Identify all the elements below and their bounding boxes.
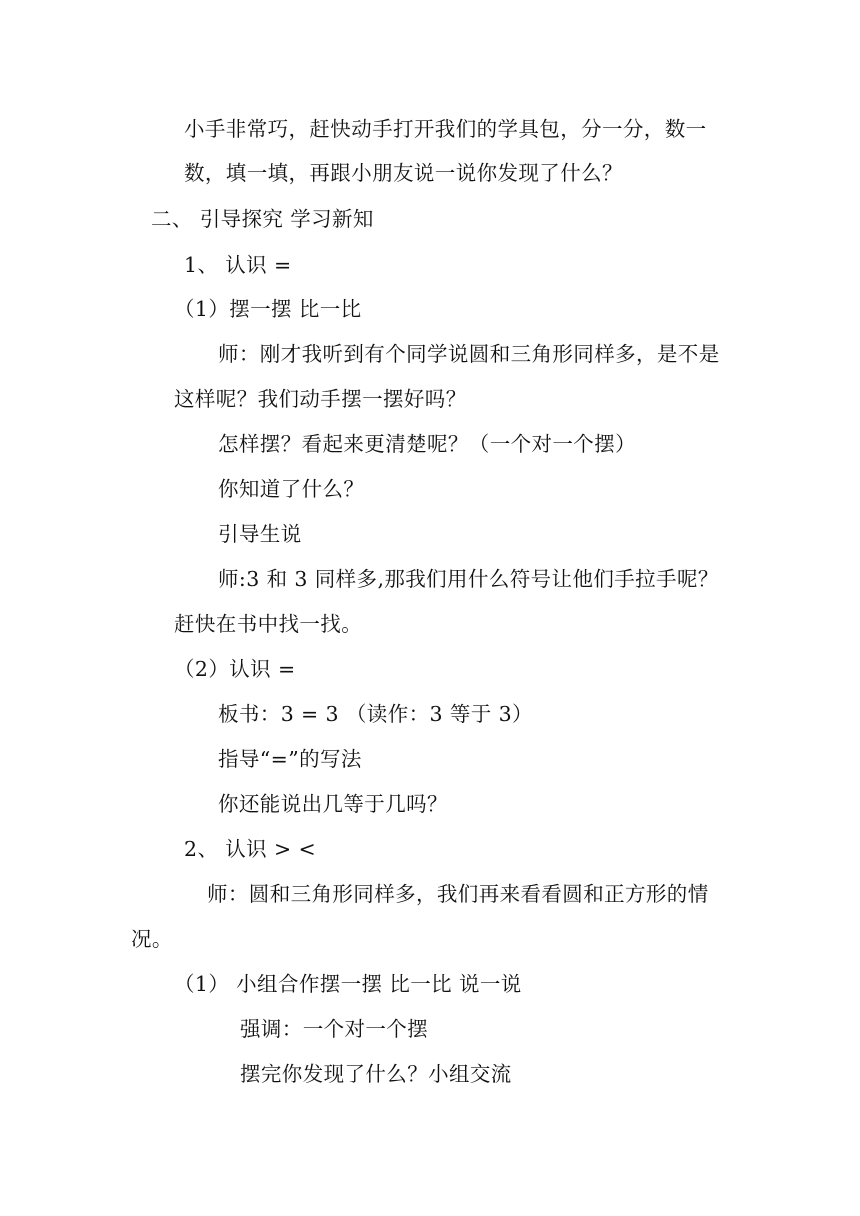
text-line-21: 强调：一个对一个摆 xyxy=(240,1017,429,1041)
text-line-8: 怎样摆？看起来更清楚呢？（一个对一个摆） xyxy=(218,432,636,456)
text-line-11: 师:3 和 3 同样多,那我们用什么符号让他们手拉手呢？ xyxy=(218,567,719,591)
item-heading-2-1: （1） 小组合作摆一摆 比一比 说一说 xyxy=(174,972,522,996)
subsection-heading-1: 1、 认识 = xyxy=(184,253,292,277)
section-heading-2: 二、 引导探究 学习新知 xyxy=(151,207,374,231)
item-heading-1-2: （2）认识 = xyxy=(174,657,296,681)
text-line-10: 引导生说 xyxy=(218,522,302,546)
text-line-6: 师：刚才我听到有个同学说圆和三角形同样多，是不是 xyxy=(218,342,720,366)
item-heading-1-1: （1）摆一摆 比一比 xyxy=(174,297,362,321)
text-line-18: 师：圆和三角形同样多，我们再来看看圆和正方形的情 xyxy=(207,882,709,906)
text-line-19: 况。 xyxy=(131,927,173,951)
text-line-15: 指导“=”的写法 xyxy=(218,747,362,771)
text-line-12: 赶快在书中找一找。 xyxy=(174,612,363,636)
text-line-1: 小手非常巧，赶快动手打开我们的学具包，分一分，数一 xyxy=(184,117,707,141)
text-line-9: 你知道了什么？ xyxy=(218,477,365,501)
text-line-14: 板书：3 = 3 （读作：3 等于 3） xyxy=(218,702,533,726)
text-line-22: 摆完你发现了什么？小组交流 xyxy=(240,1062,512,1086)
text-line-16: 你还能说出几等于几吗？ xyxy=(218,792,448,816)
text-line-7: 这样呢？我们动手摆一摆好吗？ xyxy=(174,387,467,411)
subsection-heading-2: 2、 认识 > < xyxy=(184,837,317,861)
text-line-2: 数，填一填，再跟小朋友说一说你发现了什么？ xyxy=(184,161,623,185)
